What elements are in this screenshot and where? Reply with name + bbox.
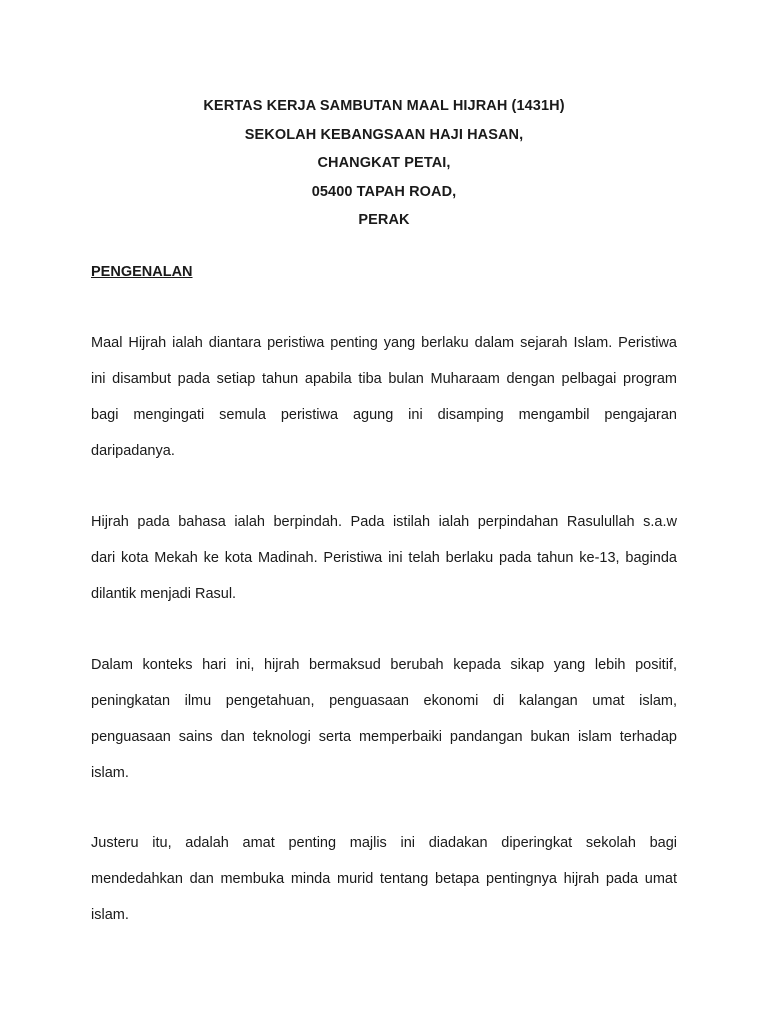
- section-heading: PENGENALAN: [91, 264, 193, 280]
- paragraph-line: Hijrah pada bahasa ialah berpindah. Pada istilah ialah perpindahan Rasulullah s.a.w: [91, 514, 677, 530]
- paragraph-4: [91, 825, 677, 933]
- title-line-5: PERAK: [358, 212, 410, 228]
- document-title: [0, 92, 768, 235]
- title-line-4: 05400 TAPAH ROAD,: [311, 183, 457, 200]
- paragraph-line: islam.: [91, 907, 129, 923]
- paragraph-2: [91, 504, 677, 612]
- title-line-3: CHANGKAT PETAI,: [317, 155, 451, 171]
- paragraph-line: dari kota Mekah ke kota Madinah. Peristiwa ini telah berlaku pada tahun ke-13, baginda: [91, 550, 677, 566]
- paragraph-line: penguasaan sains dan teknologi serta memperbaiki pandangan bukan islam terhadap: [91, 729, 677, 745]
- paragraph-line: bagi mengingati semula peristiwa agung ini disamping mengambil pengajaran: [91, 407, 677, 423]
- paragraph-line: Dalam konteks hari ini, hijrah bermaksud berubah kepada sikap yang lebih positif,: [91, 657, 677, 673]
- paragraph-line: dilantik menjadi Rasul.: [91, 586, 237, 602]
- title-line-2: SEKOLAH KEBANGSAAN HAJI HASAN,: [244, 126, 524, 143]
- paragraph-line: islam.: [91, 765, 129, 781]
- title-line-1: KERTAS KERJA SAMBUTAN MAAL HIJRAH (1431H): [203, 98, 565, 114]
- paragraph-line: mendedahkan dan membuka minda murid tentang betapa pentingnya hijrah pada umat: [91, 871, 677, 887]
- paragraph-line: peningkatan ilmu pengetahuan, penguasaan ekonomi di kalangan umat islam,: [91, 693, 677, 709]
- paragraph-line: Maal Hijrah ialah diantara peristiwa penting yang berlaku dalam sejarah Islam. Peristiwa: [91, 335, 677, 351]
- paragraph-1: [91, 325, 677, 469]
- paragraph-line: ini disambut pada setiap tahun apabila tiba bulan Muharaam dengan pelbagai program: [91, 371, 677, 387]
- paragraph-line: daripadanya.: [91, 443, 175, 459]
- paragraph-3: [91, 647, 677, 791]
- paragraph-line: Justeru itu, adalah amat penting majlis ini diadakan diperingkat sekolah bagi: [91, 835, 677, 851]
